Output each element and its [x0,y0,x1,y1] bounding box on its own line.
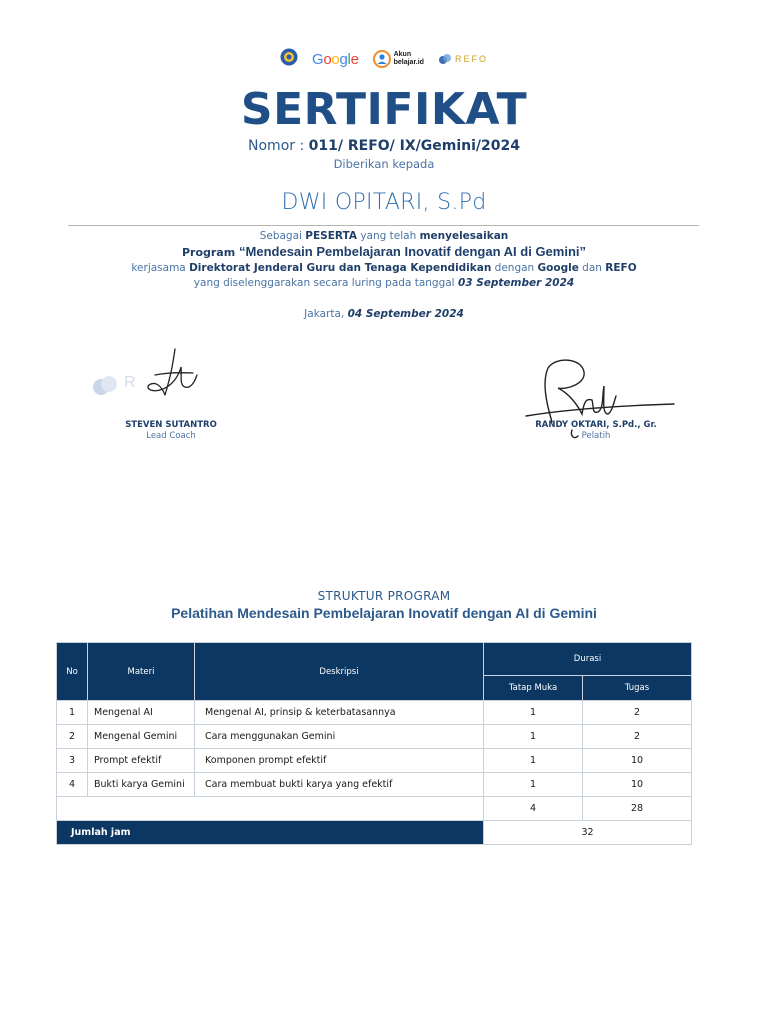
certificate-number: Nomor : 011/ REFO/ IX/Gemini/2024 [248,138,520,154]
certificate-title: SERTIFIKAT [240,84,528,135]
row-tugas: 2 [583,701,692,725]
refo-logo: REFO [438,53,488,65]
table-row [57,773,692,797]
refo-stamp-icon [92,374,122,398]
row-materi: Mengenal Gemini [88,725,195,749]
subtotal-row [57,797,692,821]
row-tatap-muka: 1 [484,773,583,797]
event-date-line: yang diselenggarakan secara luring pada tanggal 03 September 2024 [193,277,575,289]
header-durasi: Durasi [484,643,692,676]
header-tatap-muka: Tatap Muka [484,676,583,701]
row-tatap-muka: 1 [484,701,583,725]
row-tatap-muka: 1 [484,749,583,773]
row-no: 4 [57,773,88,797]
row-deskripsi: Cara menggunakan Gemini [195,725,484,749]
subtotal-spacer [57,797,484,821]
akun-belajar-logo: Akun belajar.id [373,50,424,68]
right-signer-name: RANDY OKTARI, S.Pd., Gr. [535,420,657,430]
refo-cloud-icon [438,53,452,65]
row-tugas: 10 [583,773,692,797]
row-deskripsi: Cara membuat bukti karya yang efektif [195,773,484,797]
partnership-line: kerjasama Direktorat Jenderal Guru dan Tenaga Kependidikan dengan Google dan REFO [131,262,637,274]
left-signature-icon [135,345,205,407]
subtotal-tugas: 28 [583,797,692,821]
total-value: 32 [484,821,692,845]
recipient-name: DWI OPITARI, S.Pd [281,190,487,215]
table-row [57,749,692,773]
subtotal-tatap-muka: 4 [484,797,583,821]
left-signer-name: STEVEN SUTANTRO [125,420,217,430]
row-no: 3 [57,749,88,773]
row-tatap-muka: 1 [484,725,583,749]
structure-heading: STRUKTUR PROGRAM [317,589,451,603]
program-line: Program “Mendesain Pembelajaran Inovatif dengan AI di Gemini” [181,244,587,259]
row-materi: Bukti karya Gemini [88,773,195,797]
header-materi: Materi [88,643,195,701]
kemendikbud-logo-icon [280,48,298,70]
given-to-label: Diberikan kepada [333,157,435,171]
structure-subheading: Pelatihan Mendesain Pembelajaran Inovatif dengan AI di Gemini [171,605,597,621]
right-signer-role: Pelatih [581,431,611,441]
table-row [57,725,692,749]
logo-bar [0,48,768,70]
header-deskripsi: Deskripsi [195,643,484,701]
row-materi: Mengenal AI [88,701,195,725]
row-no: 1 [57,701,88,725]
issue-date-line: Jakarta, 04 September 2024 [304,308,464,320]
header-no: No [57,643,88,701]
program-table [56,642,692,845]
row-materi: Prompt efektif [88,749,195,773]
left-stamp: R [92,368,212,408]
total-label: Jumlah jam [57,821,484,845]
name-divider [68,225,699,226]
left-signer-role: Lead Coach [146,431,196,441]
google-logo: Google [312,50,359,68]
row-tugas: 2 [583,725,692,749]
header-tugas: Tugas [583,676,692,701]
row-tugas: 10 [583,749,692,773]
row-deskripsi: Komponen prompt efektif [195,749,484,773]
total-row [57,821,692,845]
akun-belajar-icon [373,50,391,68]
table-row [57,701,692,725]
row-deskripsi: Mengenal AI, prinsip & keterbatasannya [195,701,484,725]
participant-line: Sebagai PESERTA yang telah menyelesaikan [259,230,509,242]
row-no: 2 [57,725,88,749]
